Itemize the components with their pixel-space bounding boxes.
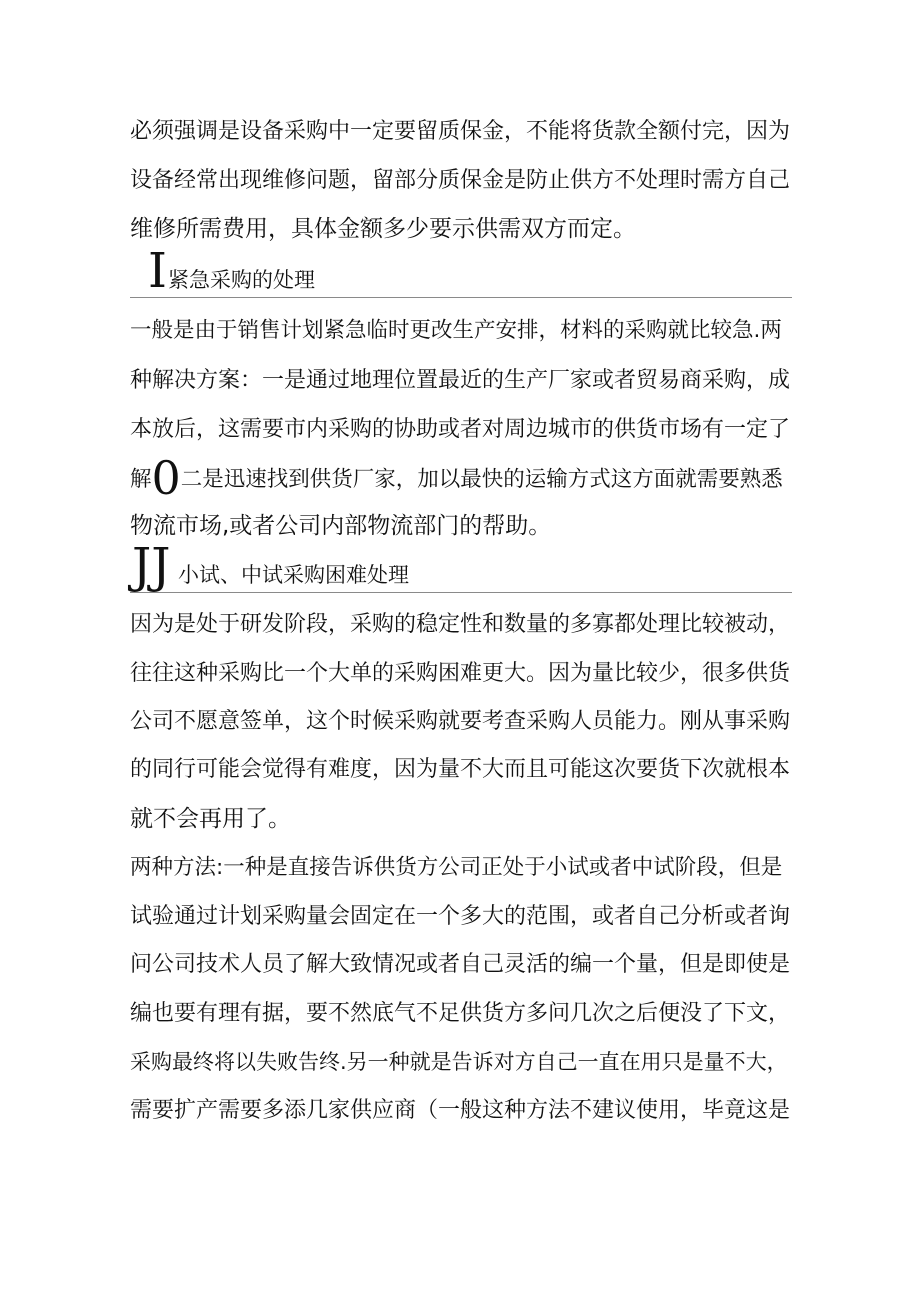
paragraph-4-line-6: 需要扩产需要多添几家供应商（一般这种方法不建议使用，毕竟这是 [130, 1098, 791, 1123]
paragraph-1-line-3: 维修所需费用，具体金额多少要示供需双方而定。 [130, 216, 636, 242]
inline-mark-0: 0 [151, 451, 181, 505]
paragraph-2-line-4-end: 二是迅速找到供货厂家，加以最快的运输方式这方面就需要熟悉 [180, 467, 783, 492]
section-2-mark: JJ [132, 538, 171, 594]
paragraph-2-line-5: 物流市场,或者公司内部物流部门的帮助。 [130, 513, 552, 539]
paragraph-2-line-4 [130, 451, 783, 505]
paragraph-4-line-5: 采购最终将以失败告终.另一种就是告诉对方自己一直在用只是量不大， [130, 1050, 788, 1074]
paragraph-1-line-1: 必须强调是设备采购中一定要留质保金，不能将货款全额付完，因为 [130, 119, 791, 144]
paragraph-2-line-2: 种解决方案：一是通过地理位置最近的生产厂家或者贸易商采购，成 [130, 368, 791, 393]
paragraph-4-line-4: 编也要有理有据，要不然底气不足供货方多问几次之后便没了下文， [130, 1001, 791, 1026]
paragraph-2-line-3: 本放后，这需要市内采购的协助或者对周边城市的供货市场有一定了 [130, 417, 791, 442]
paragraph-1-line-2: 设备经常出现维修问题，留部分质保金是防止供方不处理时需方自己 [130, 168, 791, 193]
section-heading-1 [130, 243, 792, 299]
paragraph-3-line-5: 就不会再用了。 [130, 806, 291, 832]
paragraph-3-line-3: 公司不愿意签单，这个时候采购就要考查采购人员能力。刚从事采购 [130, 709, 791, 734]
section-heading-2 [130, 538, 792, 594]
paragraph-3-line-1: 因为是处于研发阶段，采购的稳定性和数量的多寡都处理比较被动， [130, 612, 791, 637]
paragraph-2-line-1: 一般是由于销售计划紧急临时更改生产安排，材料的采购就比较急.两 [130, 318, 782, 343]
section-1-title: 紧急采购的处理 [168, 268, 315, 292]
paragraph-4-line-2: 试验通过计划采购量会固定在一个多大的范围，或者自己分析或者询 [130, 904, 791, 929]
paragraph-3-line-4: 的同行可能会觉得有难度，因为量不大而且可能这次要货下次就根本 [130, 757, 791, 782]
section-1-mark: I [148, 243, 167, 299]
paragraph-4-line-1: 两种方法:一种是直接告诉供货方公司正处于小试或者中试阶段，但是 [130, 855, 783, 880]
paragraph-2-line-4-start: 解 [130, 467, 152, 492]
section-2-title: 小试、中试采购困难处理 [178, 563, 409, 587]
paragraph-4-line-3: 问公司技术人员了解大致情况或者自己灵活的编一个量，但是即使是 [130, 952, 791, 977]
paragraph-3-line-2: 往往这种采购比一个大单的采购困难更大。因为量比较少，很多供货 [130, 661, 791, 686]
